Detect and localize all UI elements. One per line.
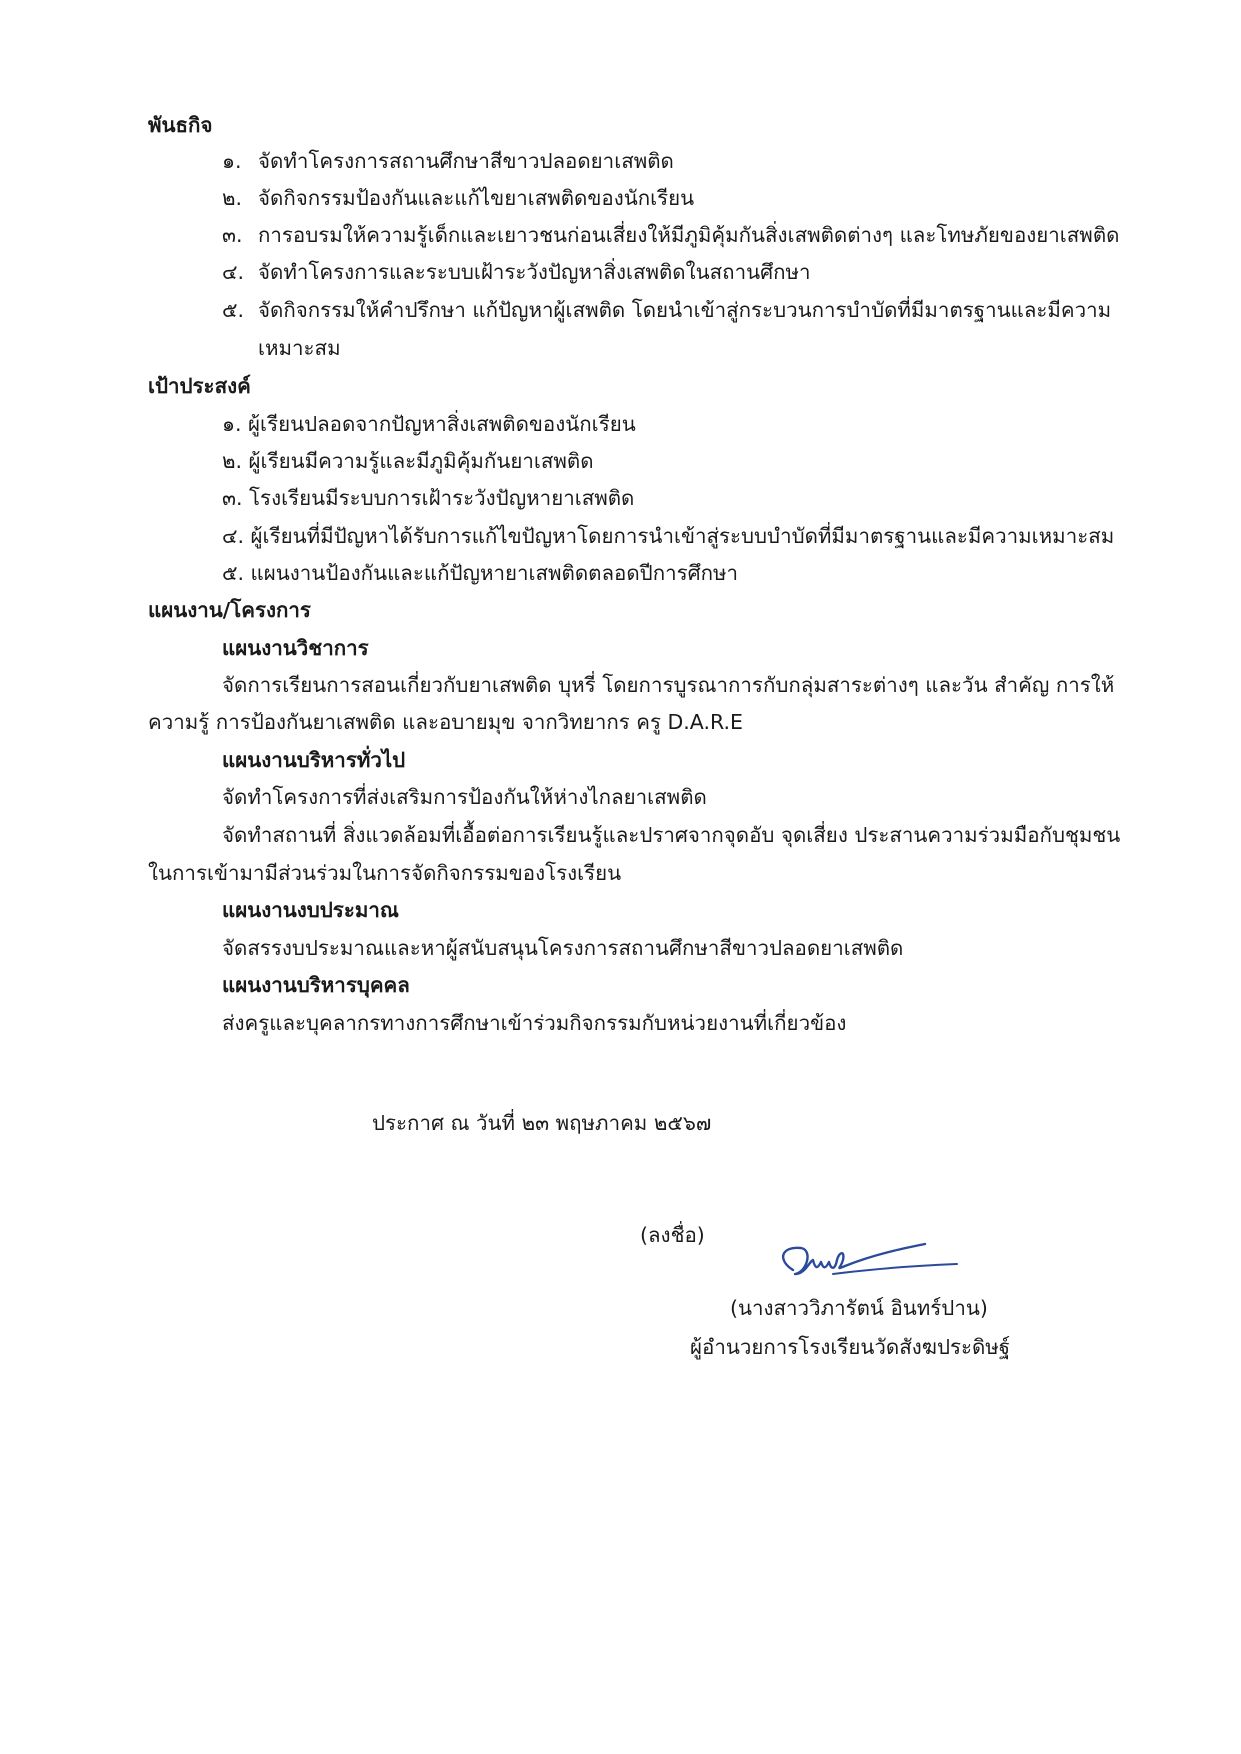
- personnel-plan-heading: แผนงานบริหารบุคคล: [222, 973, 410, 997]
- goal-item-4: ๔. ผู้เรียนที่มีปัญหาได้รับการแก้ไขปัญหาโดยการนำเข้าสู่ระบบบำบัดที่มีมาตรฐานและมีความเหมาะสม: [222, 524, 1115, 548]
- general-admin-plan-text: จัดทำโครงการที่ส่งเสริมการป้องกันให้ห่างไกลยาเสพติด: [222, 785, 707, 809]
- mission-item-text: จัดกิจกรรมให้คำปรึกษา แก้ปัญหาผู้เสพติด โดยนำเข้าสู่กระบวนการบำบัดที่มีมาตรฐานและมีความ: [258, 298, 1112, 322]
- mission-item-number: ๕.: [222, 298, 245, 322]
- budget-plan-heading: แผนงานงบประมาณ: [222, 898, 399, 922]
- announcement-date: ประกาศ ณ วันที่ ๒๓ พฤษภาคม ๒๕๖๗: [372, 1111, 712, 1135]
- mission-item-number: ๑.: [222, 149, 242, 173]
- goal-item-2: ๒. ผู้เรียนมีความรู้และมีภูมิคุ้มกันยาเสพติด: [222, 449, 594, 473]
- personnel-plan-text: ส่งครูและบุคลากรทางการศึกษาเข้าร่วมกิจกรรมกับหน่วยงานที่เกี่ยวข้อง: [222, 1011, 847, 1035]
- mission-item-3: [222, 220, 1119, 250]
- mission-item-1: [222, 146, 674, 176]
- signer-name: (นางสาววิภารัตน์ อินทร์ปาน): [730, 1296, 988, 1320]
- goals-heading: เป้าประสงค์: [148, 374, 251, 398]
- mission-item-number: ๔.: [222, 260, 245, 284]
- sign-label: (ลงชื่อ): [640, 1223, 705, 1247]
- handwritten-signature: [765, 1230, 965, 1290]
- academic-plan-text: ความรู้ การป้องกันยาเสพติด และอบายมุข จากวิทยากร ครู D.A.R.E: [148, 710, 743, 734]
- goal-item-1: ๑. ผู้เรียนปลอดจากปัญหาสิ่งเสพติดของนักเรียน: [222, 412, 636, 436]
- academic-plan-text: จัดการเรียนการสอนเกี่ยวกับยาเสพติด บุหรี่ โดยการบูรณาการกับกลุ่มสาระต่างๆ และวัน สำคัญ การให้: [222, 673, 1115, 697]
- general-admin-plan-heading: แผนงานบริหารทั่วไป: [222, 748, 406, 772]
- mission-item-5: [222, 295, 1111, 325]
- academic-plan-heading: แผนงานวิชาการ: [222, 636, 369, 660]
- mission-item-text: จัดทำโครงการสถานศึกษาสีขาวปลอดยาเสพติด: [258, 149, 674, 173]
- mission-item-5-continuation: เหมาะสม: [258, 336, 341, 360]
- general-admin-plan-text: ในการเข้ามามีส่วนร่วมในการจัดกิจกรรมของโรงเรียน: [148, 861, 622, 885]
- mission-item-4: [222, 257, 811, 287]
- mission-item-number: ๓.: [222, 223, 243, 247]
- goal-item-3: ๓. โรงเรียนมีระบบการเฝ้าระวังปัญหายาเสพติด: [222, 486, 635, 510]
- mission-item-text: จัดทำโครงการและระบบเฝ้าระวังปัญหาสิ่งเสพติดในสถานศึกษา: [258, 260, 811, 284]
- signer-position: ผู้อำนวยการโรงเรียนวัดสังฆประดิษฐ์: [690, 1335, 1011, 1359]
- mission-item-number: ๒.: [222, 186, 243, 210]
- mission-item-text: จัดกิจกรรมป้องกันและแก้ไขยาเสพติดของนักเรียน: [258, 186, 695, 210]
- general-admin-plan-text: จัดทำสถานที่ สิ่งแวดล้อมที่เอื้อต่อการเรียนรู้และปราศจากจุดอับ จุดเสี่ยง ประสานความร่วมมือกับชุมชน: [222, 823, 1121, 847]
- mission-item-2: [222, 183, 694, 213]
- budget-plan-text: จัดสรรงบประมาณและหาผู้สนับสนุนโครงการสถานศึกษาสีขาวปลอดยาเสพติด: [222, 936, 904, 960]
- mission-item-text: การอบรมให้ความรู้เด็กและเยาวชนก่อนเสี่ยงให้มีภูมิคุ้มกันสิ่งเสพติดต่างๆ และโทษภัยของยาเสพติด: [258, 223, 1120, 247]
- mission-heading: พันธกิจ: [148, 113, 213, 137]
- goal-item-5: ๕. แผนงานป้องกันและแก้ปัญหายาเสพติดตลอดปีการศึกษา: [222, 561, 739, 585]
- plans-heading: แผนงาน/โครงการ: [148, 598, 311, 622]
